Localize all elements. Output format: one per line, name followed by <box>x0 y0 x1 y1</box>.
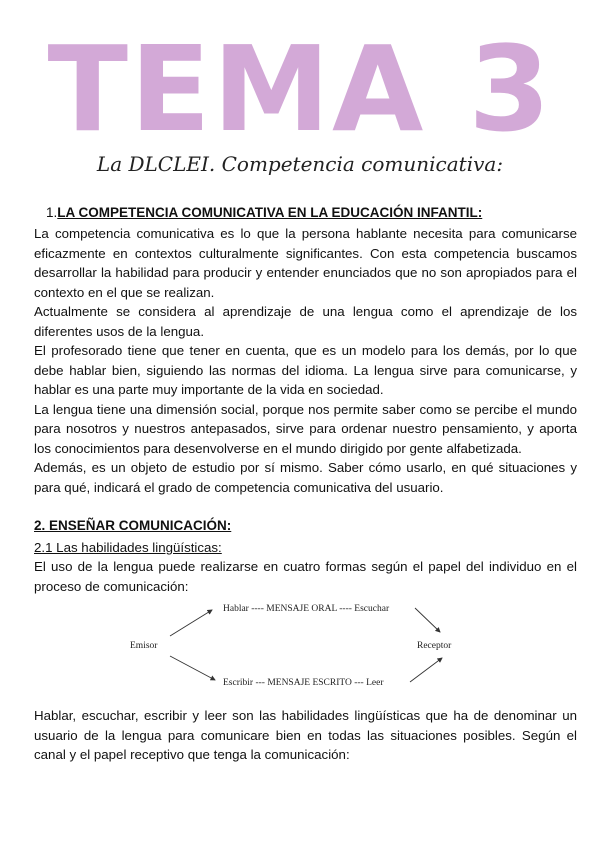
section-2-subheading: 2.1 Las habilidades lingüísticas: <box>34 540 222 555</box>
communication-diagram <box>130 598 470 693</box>
paragraph: El profesorado tiene que tener en cuenta, que es un modelo para los demás, por lo que debe hablar bien, siguiendo las normas del idioma. La lengua sirve para comunicarse, y hablar es una parte muy importante de la vida en sociedad. <box>34 343 577 397</box>
page-title: TEMA 3 <box>47 20 553 158</box>
section-2-heading: 2. ENSEÑAR COMUNICACIÓN: <box>34 518 232 533</box>
arrow-escuchar-to-receptor <box>415 608 440 632</box>
paragraph: Actualmente se considera al aprendizaje de una lengua como el aprendizaje de los diferentes usos de la lengua. <box>34 304 577 339</box>
paragraph: La lengua tiene una dimensión social, porque nos permite saber como se percibe el mundo para nosotros y nuestros antepasados, sirve para ordenar nuestro pensamiento, y aporta los conocimientos para desenvolverse en el mundo dirigido por gente alfabetizada. <box>34 401 577 456</box>
arrow-emisor-to-escribir <box>170 656 215 680</box>
arrow-leer-to-receptor <box>410 658 442 682</box>
section-1-heading <box>46 205 482 220</box>
section-1-body <box>34 224 577 497</box>
section-2-closing: Hablar, escuchar, escribir y leer son las habilidades lingüísticas que ha de denominar un usuario de la lengua para comunicare bien en todas las situaciones posibles. Según el canal y el papel receptivo que tenga la comunicación: <box>34 708 577 762</box>
section-1-title: LA COMPETENCIA COMUNICATIVA EN LA EDUCACIÓN INFANTIL: <box>57 205 483 220</box>
section-2-intro: El uso de la lengua puede realizarse en cuatro formas según el papel del individuo en el proceso de comunicación: <box>34 559 577 594</box>
paragraph: La competencia comunicativa es lo que la persona hablante necesita para comunicarse eficazmente en contextos culturalmente significantes. Con esta competencia buscamos desarrollar la habilidad para producir y entender enunciados que no son apropiados para el contexto en el que se realizan. <box>34 226 577 300</box>
written-message-label: Escribir --- MENSAJE ESCRITO --- Leer <box>223 678 384 688</box>
emisor-label: Emisor <box>130 641 158 651</box>
page-subtitle: La DLCLEI. Competencia comunicativa: <box>96 152 504 176</box>
paragraph: Además, es un objeto de estudio por sí mismo. Saber cómo usarlo, en qué situaciones y para qué, indicará el grado de competencia comunicativa del usuario. <box>34 460 577 495</box>
section-1-number: 1. <box>46 205 58 220</box>
receptor-label: Receptor <box>417 641 452 651</box>
oral-message-label: Hablar ---- MENSAJE ORAL ---- Escuchar <box>223 604 390 614</box>
arrow-emisor-to-hablar <box>170 610 212 636</box>
